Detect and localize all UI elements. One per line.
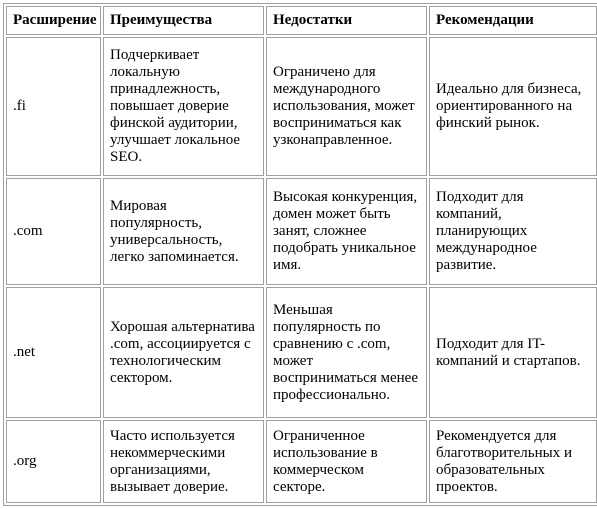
- cell-advantages: Подчеркивает локальную принадлежность, повышает доверие финской аудитории, улучшает локальное SEO.: [103, 37, 264, 176]
- table-header: [6, 6, 597, 35]
- table-row: [6, 287, 597, 418]
- table-row: [6, 178, 597, 285]
- header-advantages: Преимущества: [103, 6, 264, 35]
- cell-disadvantages: Ограничено для международного использования, может восприниматься как узконаправленное.: [266, 37, 427, 176]
- cell-disadvantages: Ограниченное использование в коммерческом секторе.: [266, 420, 427, 503]
- cell-advantages: Хорошая альтернатива .com, ассоциируется с технологическим сектором.: [103, 287, 264, 418]
- cell-recommendations: Подходит для компаний, планирующих международное развитие.: [429, 178, 597, 285]
- cell-extension: .net: [6, 287, 101, 418]
- cell-recommendations: Подходит для IT-компаний и стартапов.: [429, 287, 597, 418]
- table-body: [6, 37, 597, 503]
- table-row: [6, 37, 597, 176]
- header-disadvantages: Недостатки: [266, 6, 427, 35]
- header-extension: Расширение: [6, 6, 101, 35]
- domain-comparison-table: [3, 3, 597, 506]
- cell-extension: .org: [6, 420, 101, 503]
- cell-recommendations: Идеально для бизнеса, ориентированного на финский рынок.: [429, 37, 597, 176]
- header-row: [6, 6, 597, 35]
- header-recommendations: Рекомендации: [429, 6, 597, 35]
- cell-disadvantages: Меньшая популярность по сравнению с .com, может восприниматься менее профессионально.: [266, 287, 427, 418]
- cell-extension: .fi: [6, 37, 101, 176]
- table-row: [6, 420, 597, 503]
- cell-disadvantages: Высокая конкуренция, домен может быть занят, сложнее подобрать уникальное имя.: [266, 178, 427, 285]
- cell-advantages: Мировая популярность, универсальность, легко запоминается.: [103, 178, 264, 285]
- cell-advantages: Часто используется некоммерческими организациями, вызывает доверие.: [103, 420, 264, 503]
- cell-recommendations: Рекомендуется для благотворительных и образовательных проектов.: [429, 420, 597, 503]
- cell-extension: .com: [6, 178, 101, 285]
